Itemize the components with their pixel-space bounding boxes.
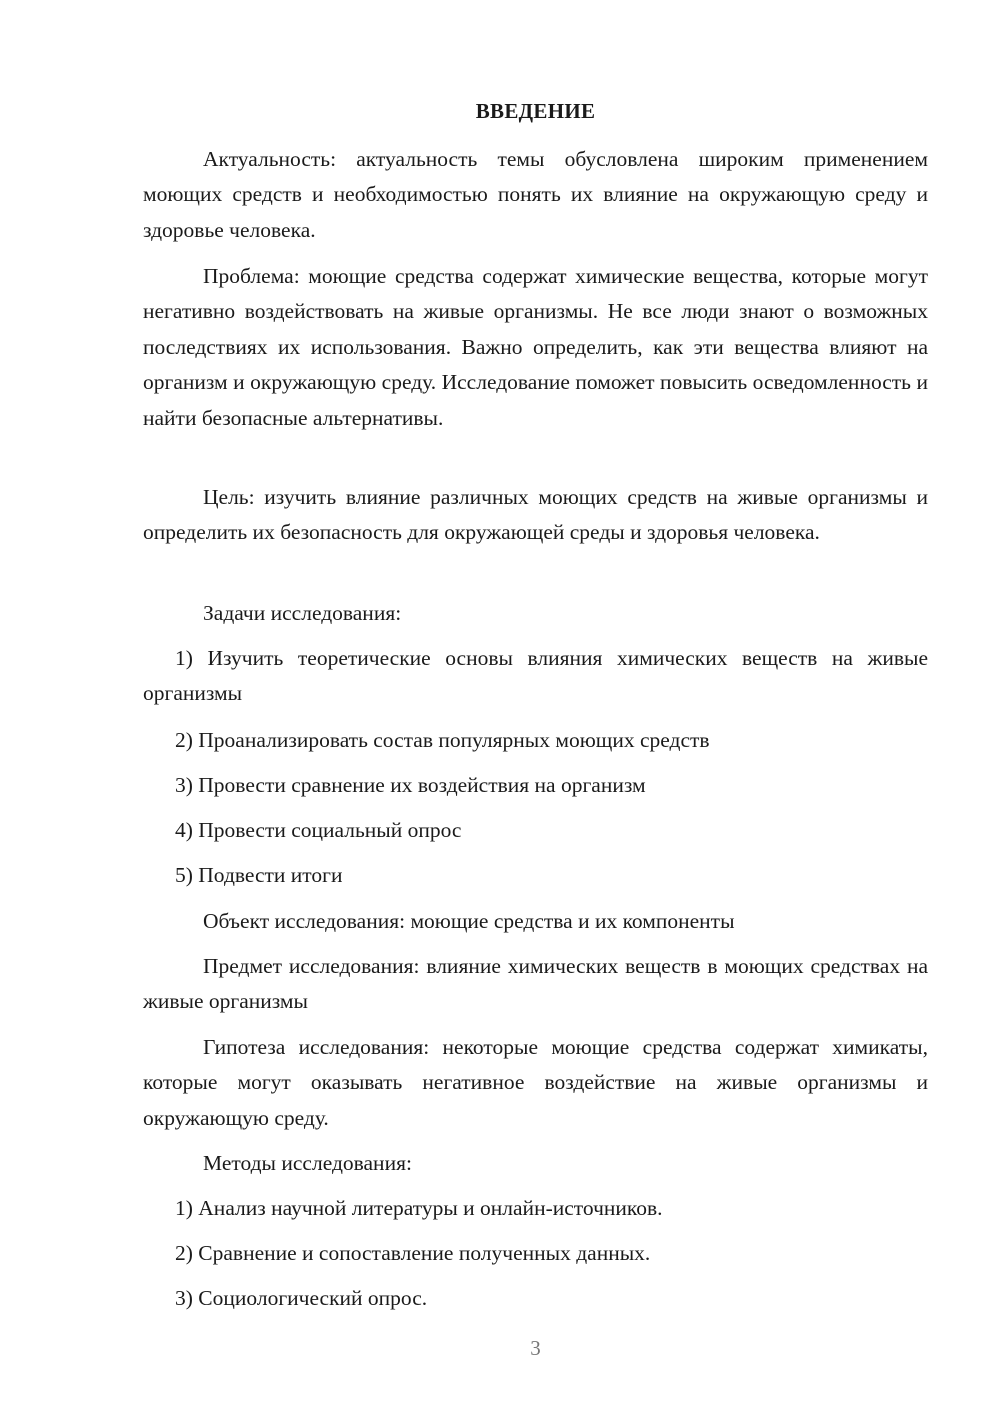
task-item-4: 4) Провести социальный опрос <box>175 818 462 842</box>
page-title: ВВЕДЕНИЕ <box>475 99 596 123</box>
page-number: 3 <box>530 1336 541 1360</box>
methods-heading: Методы исследования: <box>203 1151 412 1175</box>
problem-paragraph: Проблема: моющие средства содержат химические вещества, которые могут негативно воздействовать на живые организмы. Не все люди знают о возможных последствиях их использования. Важно определить, как эти вещества влияют на организм и окружающую среду. Исследование поможет повысить осведомленность и найти безопасные альтернативы. <box>143 264 928 430</box>
goal-paragraph: Цель: изучить влияние различных моющих средств на живые организмы и определить их безопасность для окружающей среды и здоровья человека. <box>143 485 928 545</box>
hypothesis-paragraph: Гипотеза исследования: некоторые моющие средства содержат химикаты, которые могут оказывать негативное воздействие на живые организмы и окружающую среду. <box>143 1035 928 1130</box>
task-item-1: 1) Изучить теоретические основы влияния химических веществ на живые организмы <box>143 646 928 706</box>
task-item-3: 3) Провести сравнение их воздействия на организм <box>175 773 646 797</box>
relevance-paragraph: Актуальность: актуальность темы обусловлена широким применением моющих средств и необходимостью понять их влияние на окружающую среду и здоровье человека. <box>143 147 928 242</box>
subject-paragraph: Предмет исследования: влияние химических веществ в моющих средствах на живые организмы <box>143 954 928 1014</box>
method-item-3: 3) Социологический опрос. <box>175 1286 428 1310</box>
task-item-2: 2) Проанализировать состав популярных моющих средств <box>175 728 710 752</box>
method-item-1: 1) Анализ научной литературы и онлайн-источников. <box>175 1196 663 1220</box>
object-paragraph: Объект исследования: моющие средства и их компоненты <box>203 909 735 933</box>
tasks-heading: Задачи исследования: <box>203 601 402 625</box>
task-item-5: 5) Подвести итоги <box>175 863 343 887</box>
method-item-2: 2) Сравнение и сопоставление полученных данных. <box>175 1241 651 1265</box>
document-page <box>143 0 928 1414</box>
